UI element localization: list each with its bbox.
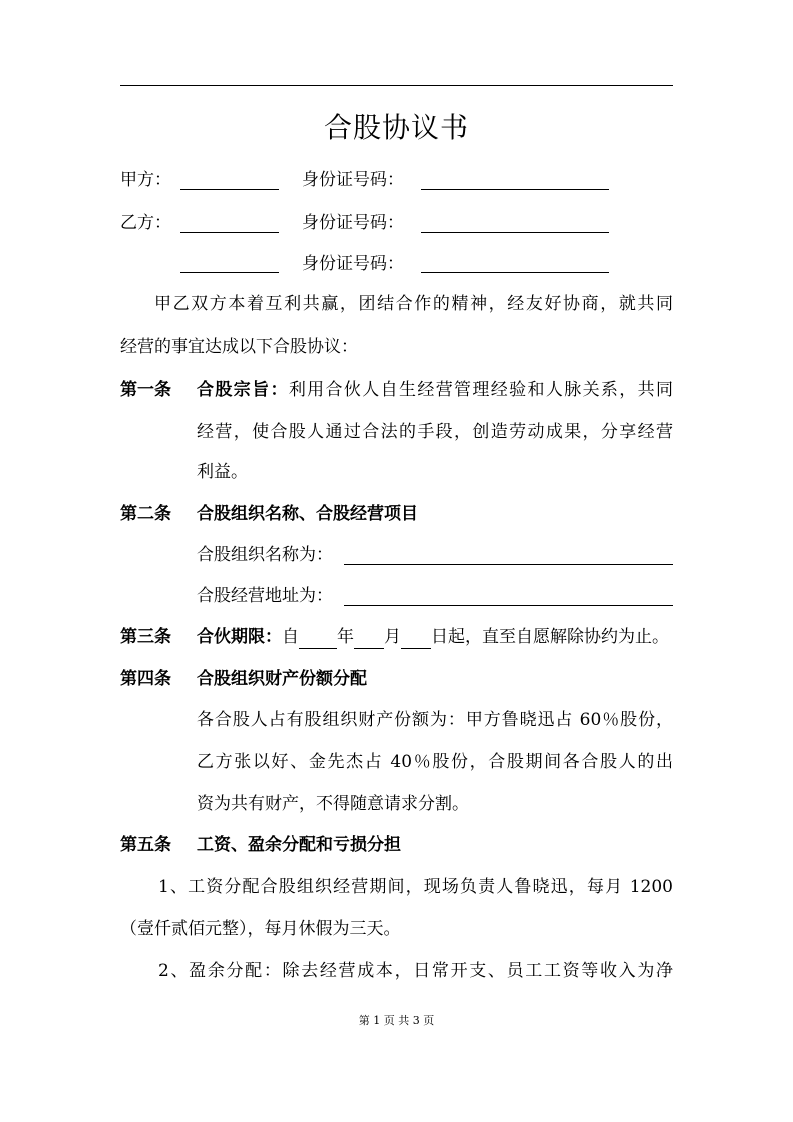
article-1-number: 第一条 bbox=[120, 380, 171, 400]
article-2-number: 第二条 bbox=[120, 504, 171, 524]
article-1-heading: 合股宗旨： bbox=[197, 380, 289, 400]
article-1-line-3: 利益。 bbox=[197, 462, 248, 482]
party-a-label: 甲方： bbox=[120, 170, 171, 190]
org-address-blank bbox=[344, 605, 673, 606]
article-3-tail: 日起，直至自愿解除协约为止。 bbox=[431, 627, 669, 647]
article-1-text-1: 利用合伙人自生经营管理经验和人脉关系，共同 bbox=[288, 380, 674, 400]
party-b2-id-blank bbox=[421, 272, 609, 273]
document-title: 合股协议书 bbox=[323, 111, 469, 144]
preamble-line-2: 经营的事宜达成以下合股协议： bbox=[120, 337, 358, 357]
article-5-item-1-line-1: 1、工资分配合股组织经营期间，现场负责人鲁晓迅，每月 1200 bbox=[158, 877, 673, 897]
article-1-line-2: 经营，使合股人通过合法的手段，创造劳动成果，分享经营 bbox=[197, 422, 673, 442]
article-3-line bbox=[197, 625, 669, 649]
article-3-month: 月 bbox=[384, 627, 401, 647]
article-5-number: 第五条 bbox=[120, 835, 171, 855]
article-4-number: 第四条 bbox=[120, 669, 171, 689]
party-b-name-blank bbox=[180, 232, 279, 233]
org-name-blank bbox=[344, 564, 673, 565]
article-3-year: 年 bbox=[337, 627, 354, 647]
org-address-label: 合股经营地址为： bbox=[197, 586, 333, 606]
party-b-label: 乙方： bbox=[120, 213, 171, 233]
article-2-heading: 合股组织名称、合股经营项目 bbox=[197, 504, 418, 524]
article-3-from: 自 bbox=[282, 627, 299, 647]
article-4-line-3: 资为共有财产，不得随意请求分割。 bbox=[197, 794, 469, 814]
party-a-id-blank bbox=[421, 189, 609, 190]
party-b-id-blank bbox=[421, 232, 609, 233]
party-b-id-label: 身份证号码： bbox=[302, 213, 404, 233]
party-b2-name-blank bbox=[180, 272, 279, 273]
start-year-blank bbox=[299, 630, 337, 649]
party-b2-id-label: 身份证号码： bbox=[302, 254, 404, 274]
article-5-item-1-line-2: （壹仟贰佰元整），每月休假为三天。 bbox=[120, 919, 401, 939]
article-4-line-2: 乙方张以好、金先杰占 40％股份，合股期间各合股人的出 bbox=[197, 752, 673, 772]
header-rule bbox=[120, 85, 673, 86]
page-footer: 第 1 页 共 3 页 bbox=[358, 1014, 435, 1027]
start-month-blank bbox=[354, 630, 384, 649]
start-day-blank bbox=[401, 630, 431, 649]
article-4-heading: 合股组织财产份额分配 bbox=[197, 669, 367, 689]
party-a-id-label: 身份证号码： bbox=[302, 170, 404, 190]
org-name-label: 合股组织名称为： bbox=[197, 545, 333, 565]
preamble-line-1: 甲乙双方本着互利共赢，团结合作的精神，经友好协商，就共同 bbox=[154, 294, 673, 314]
article-1-line-1 bbox=[197, 378, 673, 402]
article-4-line-1: 各合股人占有股组织财产份额为：甲方鲁晓迅占 60％股份， bbox=[197, 710, 673, 730]
article-5-item-2-line-1: 2、盈余分配：除去经营成本，日常开支、员工工资等收入为净 bbox=[158, 961, 673, 981]
article-5-heading: 工资、盈余分配和亏损分担 bbox=[197, 835, 401, 855]
article-3-number: 第三条 bbox=[120, 627, 171, 647]
party-a-name-blank bbox=[180, 189, 279, 190]
article-3-heading: 合伙期限： bbox=[197, 627, 282, 647]
